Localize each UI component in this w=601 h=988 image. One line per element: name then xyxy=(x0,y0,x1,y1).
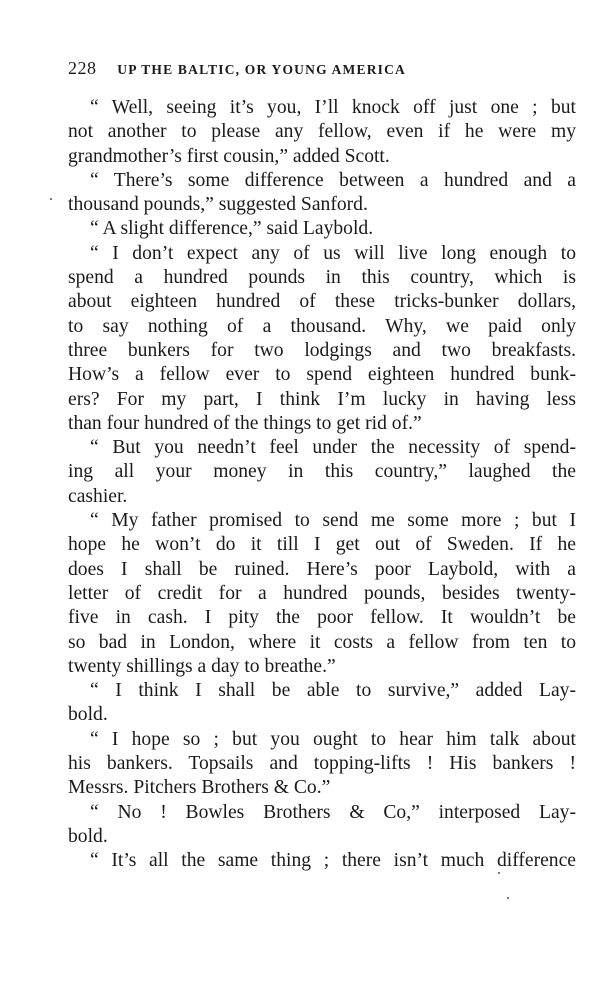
text-line: to say nothing of a thousand. Why, we paid only xyxy=(68,315,576,337)
text-line: grandmother’s first cousin,” added Scott. xyxy=(68,145,390,167)
text-line: cashier. xyxy=(68,485,128,507)
text-line: ers? For my part, I think I’m lucky in having less xyxy=(68,388,576,410)
text-line: “ I don’t expect any of us will live long enough to xyxy=(90,242,576,264)
text-line: does I shall be ruined. Here’s poor Laybold, with a xyxy=(68,558,576,580)
paper-speck xyxy=(50,198,52,200)
text-line: hope he won’t do it till I get out of Sweden. If he xyxy=(68,534,576,556)
text-line: about eighteen hundred of these tricks-bunker dollars, xyxy=(68,291,576,313)
page-header xyxy=(68,58,508,82)
text-line: letter of credit for a hundred pounds, besides twenty- xyxy=(68,582,576,604)
text-line: than four hundred of the things to get rid of.” xyxy=(68,412,422,434)
text-line: bold. xyxy=(68,704,108,726)
paper-speck xyxy=(498,872,500,874)
text-line: “ My father promised to send me some more ; but I xyxy=(90,510,576,532)
text-line: his bankers. Topsails and topping-lifts ! His bankers ! xyxy=(68,753,576,775)
text-line: twenty shillings a day to breathe.” xyxy=(68,655,336,677)
text-line: “ I hope so ; but you ought to hear him talk about xyxy=(90,728,576,750)
text-line: “ I think I shall be able to survive,” added Lay- xyxy=(90,680,576,702)
text-line: not another to please any fellow, even if he were my xyxy=(68,121,576,143)
text-line: “ It’s all the same thing ; there isn’t much difference xyxy=(90,850,576,872)
text-line: How’s a fellow ever to spend eighteen hundred bunk- xyxy=(68,364,576,386)
text-line: five in cash. I pity the poor fellow. It wouldn’t be xyxy=(68,607,576,629)
text-line: “ There’s some difference between a hundred and a xyxy=(90,169,576,191)
text-line: thousand pounds,” suggested Sanford. xyxy=(68,194,368,216)
text-line: Messrs. Pitchers Brothers & Co.” xyxy=(68,777,331,799)
running-head: UP THE BALTIC, OR YOUNG AMERICA xyxy=(117,62,406,77)
text-line: “ Well, seeing it’s you, I’ll knock off just one ; but xyxy=(90,97,576,118)
text-line: so bad in London, where it costs a fellow from ten to xyxy=(68,631,576,653)
text-line: “ But you needn’t feel under the necessity of spend- xyxy=(90,437,576,459)
text-line: “ A slight difference,” said Laybold. xyxy=(90,218,374,240)
text-line: three bunkers for two lodgings and two breakfasts. xyxy=(68,339,576,361)
text-line: “ No ! Bowles Brothers & Co,” interposed Lay- xyxy=(90,801,576,823)
page-number: 228 xyxy=(68,58,97,78)
text-line: ing all your money in this country,” laughed the xyxy=(68,461,576,483)
paper-speck xyxy=(507,897,509,899)
text-line: bold. xyxy=(68,825,108,847)
text-line: spend a hundred pounds in this country, which is xyxy=(68,267,576,289)
body-text xyxy=(68,96,576,874)
